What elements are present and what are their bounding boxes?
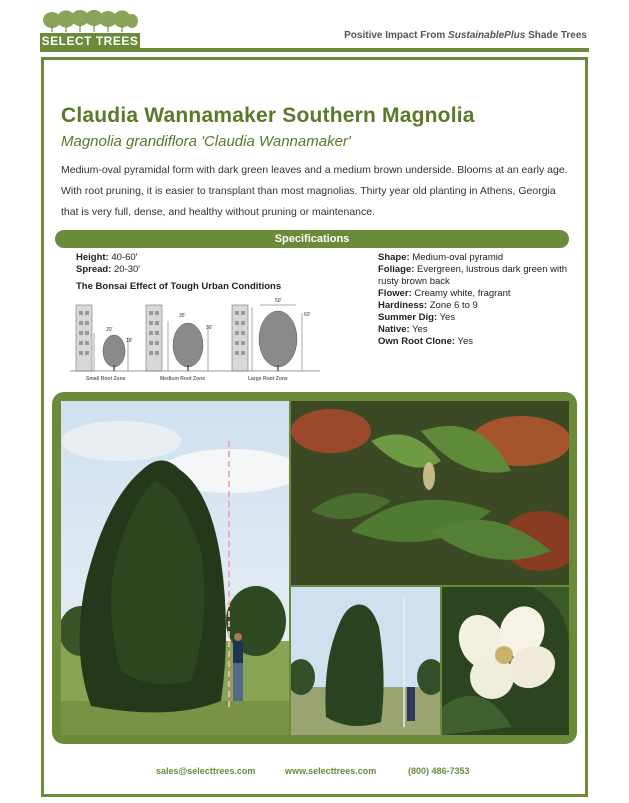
spec-label: Hardiness: xyxy=(378,300,428,311)
spec-label: Native: xyxy=(378,324,410,335)
spec-own-root-clone xyxy=(378,336,568,348)
bonsai-effect-diagram xyxy=(70,293,320,383)
zone-label-large: Large Root Zone xyxy=(248,376,288,382)
spec-value: Yes xyxy=(437,312,456,323)
specifications-heading: Specifications xyxy=(55,230,569,248)
leaves-photo-image xyxy=(291,401,569,585)
spec-flower xyxy=(378,288,568,300)
photo-full-tree[interactable] xyxy=(61,401,289,735)
zone-label-medium: Medium Root Zone xyxy=(160,376,205,382)
specs-left-column xyxy=(76,252,140,276)
spec-summer-dig xyxy=(378,312,568,324)
spec-value: Yes xyxy=(409,324,428,335)
tagline-em: SustainablePlus xyxy=(448,30,526,41)
header-divider xyxy=(40,48,589,52)
spec-value: Creamy white, fragrant xyxy=(411,288,511,299)
photo-leaves[interactable] xyxy=(291,401,569,585)
spec-value: 20-30' xyxy=(111,264,141,275)
logo-wordmark: SELECT TREES xyxy=(41,34,139,48)
spec-label: Flower: xyxy=(378,288,412,299)
spec-value: Yes xyxy=(455,336,474,347)
spec-native xyxy=(378,324,568,336)
specs-right-column xyxy=(378,252,568,348)
dim-label: 20' xyxy=(106,327,113,333)
select-trees-logo[interactable] xyxy=(40,10,140,50)
dim-label: 60' xyxy=(304,312,311,318)
spec-label: Summer Dig: xyxy=(378,312,438,323)
spec-label: Foliage: xyxy=(378,264,415,275)
tree-field-photo-image xyxy=(291,587,440,735)
dim-label: 35' xyxy=(179,313,186,319)
photo-flower[interactable] xyxy=(442,587,569,735)
spec-value: Zone 6 to 9 xyxy=(427,300,478,311)
spec-hardiness xyxy=(378,300,568,312)
spec-label: Spread: xyxy=(76,264,112,275)
tagline-suffix: Shade Trees xyxy=(525,30,587,41)
tagline xyxy=(344,30,587,41)
spec-value: Medium-oval pyramid xyxy=(409,252,504,263)
tree-canopy-icon xyxy=(42,10,138,32)
spec-label: Own Root Clone: xyxy=(378,336,456,347)
page-header xyxy=(0,0,629,60)
spec-height xyxy=(76,252,140,264)
spec-spread xyxy=(76,264,140,276)
tagline-prefix: Positive Impact From xyxy=(344,30,449,41)
spec-foliage xyxy=(378,264,568,288)
footer-phone: (800) 486-7353 xyxy=(408,766,470,776)
spec-value: Evergreen, lustrous dark green with rusty brown back xyxy=(378,264,568,287)
spec-value: 40-60' xyxy=(108,252,138,263)
zone-label-small: Small Root Zone xyxy=(86,376,126,382)
dim-label: 50' xyxy=(275,298,282,304)
botanical-name: Magnolia grandiflora 'Claudia Wannamaker' xyxy=(61,133,351,150)
dim-label: 30' xyxy=(206,325,213,331)
description: Medium-oval pyramidal form with dark green leaves and a medium brown underside. Blooms at an early age. With root pruning, it is easier to transplant than most magnolias. Thirty year old planting in Athens, Georgia that is very full, dense, and healthy without pruning or maintenance. xyxy=(61,164,568,218)
footer-website-link[interactable]: www.selecttrees.com xyxy=(285,766,377,776)
page-title: Claudia Wannamaker Southern Magnolia xyxy=(61,104,475,127)
spec-label: Shape: xyxy=(378,252,410,263)
flower-photo-image xyxy=(442,587,569,735)
spec-label: Height: xyxy=(76,252,109,263)
dim-label: 18' xyxy=(126,338,133,344)
bonsai-effect-title: The Bonsai Effect of Tough Urban Conditions xyxy=(76,281,282,292)
spec-shape xyxy=(378,252,568,264)
footer-email-link[interactable]: sales@selecttrees.com xyxy=(156,766,256,776)
tree-photo-image xyxy=(61,401,289,735)
photo-tree-field[interactable] xyxy=(291,587,440,735)
